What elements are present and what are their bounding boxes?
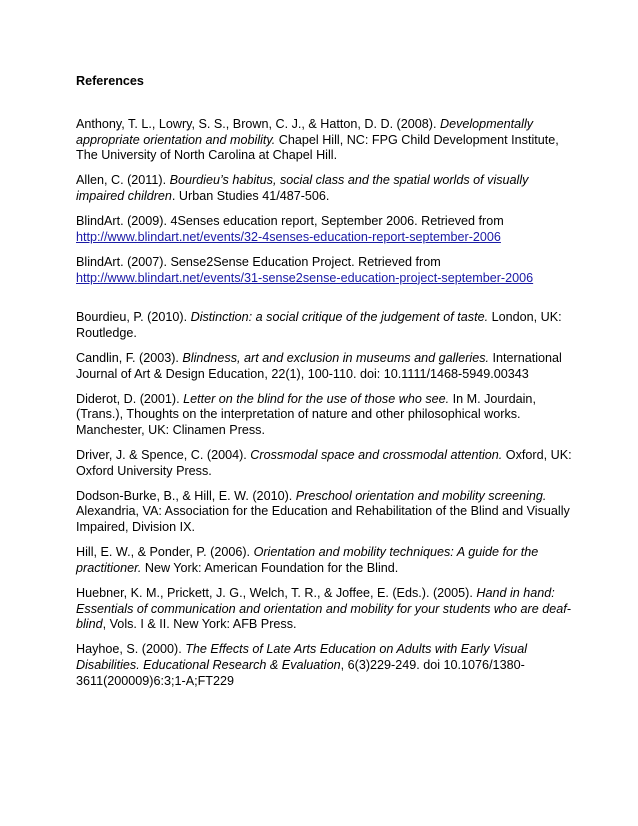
- reference-link[interactable]: http://www.blindart.net/events/32-4senses-education-report-september-2006: [76, 229, 501, 244]
- page-title: References: [76, 74, 144, 88]
- reference-entry: Dodson-Burke, B., & Hill, E. W. (2010). Preschool orientation and mobility screening. Alexandria, VA: Association for the Education and Rehabilitation of the Blind and Visually Impaired, Division IX.: [76, 488, 570, 535]
- reference-entry: Diderot, D. (2001). Letter on the blind for the use of those who see. In M. Jourdain, (Trans.), Thoughts on the interpretation of nature and other philosophical works. Manchester, UK: Clinamen Press.: [76, 391, 536, 437]
- reference-entry: Bourdieu, P. (2010). Distinction: a social critique of the judgement of taste. London, UK: Routledge.: [76, 310, 562, 340]
- reference-entry: BlindArt. (2009). 4Senses education report, September 2006. Retrieved from http://www.blindart.net/events/32-4senses-education-report-september-2006: [76, 214, 504, 244]
- reference-entry: Anthony, T. L., Lowry, S. S., Brown, C. J., & Hatton, D. D. (2008). Developmentally appropriate orientation and mobility. Chapel Hill, NC: FPG Child Development Institute, The University of North Carolina at Chapel Hill.: [76, 117, 559, 163]
- reference-entry: Allen, C. (2011). Bourdieu’s habitus, social class and the spatial worlds of visually impaired children. Urban Studies 41/487-506.: [76, 173, 529, 203]
- reference-entry: Driver, J. & Spence, C. (2004). Crossmodal space and crossmodal attention. Oxford, UK: Oxford University Press.: [76, 448, 572, 478]
- document-page: [76, 73, 576, 699]
- reference-entry: Hayhoe, S. (2000). The Effects of Late Arts Education on Adults with Early Visual Disabilities. Educational Research & Evaluation, 6(3)229-249. doi 10.1076/1380-3611(200009)6:3;1-A;FT229: [76, 642, 528, 688]
- reference-entry: Hill, E. W., & Ponder, P. (2006). Orientation and mobility techniques: A guide for the practitioner. New York: American Foundation for the Blind.: [76, 545, 539, 575]
- reference-entry: BlindArt. (2007). Sense2Sense Education Project. Retrieved from http://www.blindart.net/events/31-sense2sense-education-project-september-2006: [76, 254, 534, 285]
- reference-entry: Candlin, F. (2003). Blindness, art and exclusion in museums and galleries. International Journal of Art & Design Education, 22(1), 100-110. doi: 10.1111/1468-5949.00343: [76, 350, 562, 381]
- reference-entry: Huebner, K. M., Prickett, J. G., Welch, T. R., & Joffee, E. (Eds.). (2005). Hand in hand: Essentials of communication and orientation and mobility for your students who are deaf-blind, Vols. I & II. New York: AFB Press.: [76, 586, 571, 632]
- reference-link[interactable]: http://www.blindart.net/events/31-sense2sense-education-project-september-2006: [76, 270, 534, 285]
